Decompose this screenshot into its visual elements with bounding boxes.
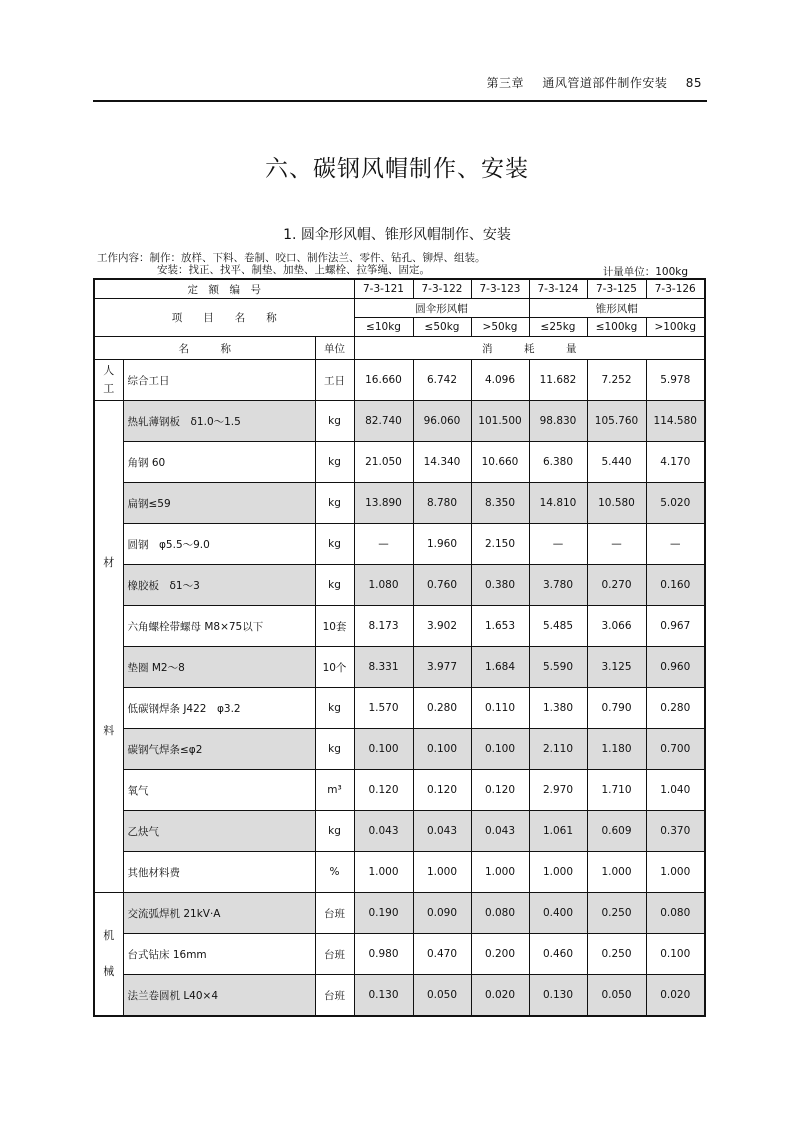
consumption-value: — bbox=[587, 524, 646, 565]
resource-name: 低碳钢焊条 J422 φ3.2 bbox=[123, 688, 315, 729]
consumption-value: 3.977 bbox=[413, 647, 471, 688]
consumption-value: 3.780 bbox=[529, 565, 587, 606]
consumption-value: 0.380 bbox=[471, 565, 529, 606]
chapter-label: 第三章 bbox=[486, 76, 525, 90]
table-row bbox=[94, 811, 705, 852]
consumption-value: 0.250 bbox=[587, 934, 646, 975]
consumption-value: 0.370 bbox=[646, 811, 705, 852]
consumption-value: 0.609 bbox=[587, 811, 646, 852]
consumption-value: 0.090 bbox=[413, 893, 471, 934]
consumption-value: 1.000 bbox=[646, 852, 705, 893]
resource-name: 热轧薄钢板 δ1.0～1.5 bbox=[123, 401, 315, 442]
consumption-value: 3.066 bbox=[587, 606, 646, 647]
consumption-value: 11.682 bbox=[529, 360, 587, 401]
quota-number-label: 定 额 编 号 bbox=[94, 279, 354, 299]
consumption-value: — bbox=[529, 524, 587, 565]
quota-table bbox=[93, 278, 706, 1017]
consumption-value: 1.570 bbox=[354, 688, 413, 729]
resource-unit: kg bbox=[315, 524, 354, 565]
resource-name: 橡胶板 δ1～3 bbox=[123, 565, 315, 606]
consumption-value: 0.190 bbox=[354, 893, 413, 934]
spec-cell: ≤100kg bbox=[587, 318, 646, 337]
column-name-header: 名 称 bbox=[94, 337, 315, 360]
consumption-value: 21.050 bbox=[354, 442, 413, 483]
consumption-value: 96.060 bbox=[413, 401, 471, 442]
consumption-value: 1.000 bbox=[471, 852, 529, 893]
consumption-value: 101.500 bbox=[471, 401, 529, 442]
table-row bbox=[94, 688, 705, 729]
category-labor bbox=[94, 360, 123, 401]
consumption-value: 6.742 bbox=[413, 360, 471, 401]
category-machine bbox=[94, 893, 123, 1017]
consumption-value: 14.810 bbox=[529, 483, 587, 524]
group-round-umbrella: 圆伞形风帽 bbox=[354, 299, 529, 318]
resource-name: 综合工日 bbox=[123, 360, 315, 401]
consumption-value: 82.740 bbox=[354, 401, 413, 442]
header-rule bbox=[93, 100, 707, 102]
consumption-value: 0.960 bbox=[646, 647, 705, 688]
consumption-value: 7.252 bbox=[587, 360, 646, 401]
work-content-line-1: 工作内容：制作：放样、下料、卷制、咬口、制作法兰、零件、钻孔、铆焊、组装。 bbox=[97, 252, 486, 264]
resource-unit: m³ bbox=[315, 770, 354, 811]
consumption-value: 105.760 bbox=[587, 401, 646, 442]
consumption-value: 1.710 bbox=[587, 770, 646, 811]
consumption-value: 0.100 bbox=[413, 729, 471, 770]
consumption-value: 0.280 bbox=[646, 688, 705, 729]
section-subtitle: 1. 圆伞形风帽、锥形风帽制作、安装 bbox=[283, 227, 511, 243]
resource-name: 台式钻床 16mm bbox=[123, 934, 315, 975]
resource-unit: 台班 bbox=[315, 934, 354, 975]
consumption-value: 0.790 bbox=[587, 688, 646, 729]
item-name-label: 项 目 名 称 bbox=[94, 299, 354, 337]
consumption-value: 2.970 bbox=[529, 770, 587, 811]
consumption-value: — bbox=[354, 524, 413, 565]
table-row bbox=[94, 852, 705, 893]
consumption-value: 5.440 bbox=[587, 442, 646, 483]
consumption-value: 8.173 bbox=[354, 606, 413, 647]
table-row bbox=[94, 524, 705, 565]
consumption-value: 16.660 bbox=[354, 360, 413, 401]
section-label: 通风管道部件制作安装 bbox=[542, 76, 668, 90]
spec-cell: ≤25kg bbox=[529, 318, 587, 337]
column-unit-header: 单位 bbox=[315, 337, 354, 360]
consumption-value: 0.280 bbox=[413, 688, 471, 729]
spec-cell: ≤50kg bbox=[413, 318, 471, 337]
table-row bbox=[94, 934, 705, 975]
consumption-value: 0.120 bbox=[471, 770, 529, 811]
resource-unit: kg bbox=[315, 688, 354, 729]
consumption-value: 98.830 bbox=[529, 401, 587, 442]
quota-code: 7-3-126 bbox=[646, 279, 705, 299]
resource-unit: % bbox=[315, 852, 354, 893]
resource-name: 其他材料费 bbox=[123, 852, 315, 893]
consumption-value: 1.000 bbox=[587, 852, 646, 893]
consumption-value: 8.331 bbox=[354, 647, 413, 688]
consumption-value: 0.130 bbox=[354, 975, 413, 1017]
consumption-value: 1.960 bbox=[413, 524, 471, 565]
consumption-value: 0.100 bbox=[471, 729, 529, 770]
consumption-value: 0.043 bbox=[471, 811, 529, 852]
group-cone: 锥形风帽 bbox=[529, 299, 705, 318]
page-title: 六、碳钢风帽制作、安装 bbox=[265, 156, 529, 182]
consumption-value: 10.660 bbox=[471, 442, 529, 483]
consumption-value: 0.080 bbox=[646, 893, 705, 934]
consumption-value: 5.485 bbox=[529, 606, 587, 647]
table-row bbox=[94, 770, 705, 811]
quota-code: 7-3-122 bbox=[413, 279, 471, 299]
consumption-value: 1.000 bbox=[529, 852, 587, 893]
consumption-value: 1.380 bbox=[529, 688, 587, 729]
consumption-value: 8.350 bbox=[471, 483, 529, 524]
consumption-value: 1.000 bbox=[354, 852, 413, 893]
category-material-char-2: 料 bbox=[103, 723, 115, 737]
resource-name: 法兰卷圆机 L40×4 bbox=[123, 975, 315, 1017]
quota-code: 7-3-124 bbox=[529, 279, 587, 299]
quota-code: 7-3-121 bbox=[354, 279, 413, 299]
table-row bbox=[94, 483, 705, 524]
resource-name: 交流弧焊机 21kV·A bbox=[123, 893, 315, 934]
consumption-value: 0.050 bbox=[587, 975, 646, 1017]
resource-unit: 10个 bbox=[315, 647, 354, 688]
column-consumption-header: 消 耗 量 bbox=[354, 337, 705, 360]
consumption-value: 4.096 bbox=[471, 360, 529, 401]
consumption-value: 0.050 bbox=[413, 975, 471, 1017]
consumption-value: 0.080 bbox=[471, 893, 529, 934]
consumption-value: 0.100 bbox=[646, 934, 705, 975]
table-row bbox=[94, 647, 705, 688]
resource-unit: kg bbox=[315, 442, 354, 483]
consumption-value: 0.470 bbox=[413, 934, 471, 975]
consumption-value: 2.110 bbox=[529, 729, 587, 770]
table-row bbox=[94, 360, 705, 401]
consumption-value: 5.590 bbox=[529, 647, 587, 688]
consumption-value: 8.780 bbox=[413, 483, 471, 524]
running-header bbox=[473, 74, 702, 91]
quota-code: 7-3-125 bbox=[587, 279, 646, 299]
category-labor-label: 人 工 bbox=[103, 364, 115, 395]
resource-unit: 10套 bbox=[315, 606, 354, 647]
quota-code: 7-3-123 bbox=[471, 279, 529, 299]
consumption-value: 0.130 bbox=[529, 975, 587, 1017]
consumption-value: 1.653 bbox=[471, 606, 529, 647]
category-machine-label: 机 械 bbox=[103, 929, 115, 978]
consumption-value: 5.020 bbox=[646, 483, 705, 524]
table-row bbox=[94, 606, 705, 647]
measurement-unit: 计量单位：100kg bbox=[602, 266, 688, 278]
consumption-value: 5.978 bbox=[646, 360, 705, 401]
consumption-value: 0.760 bbox=[413, 565, 471, 606]
consumption-value: 0.020 bbox=[471, 975, 529, 1017]
consumption-value: 3.125 bbox=[587, 647, 646, 688]
resource-name: 扁钢≤59 bbox=[123, 483, 315, 524]
consumption-value: 0.120 bbox=[354, 770, 413, 811]
consumption-value: 1.000 bbox=[413, 852, 471, 893]
table-row bbox=[94, 565, 705, 606]
consumption-value: 0.100 bbox=[354, 729, 413, 770]
resource-unit: kg bbox=[315, 729, 354, 770]
resource-unit: kg bbox=[315, 565, 354, 606]
resource-unit: 工日 bbox=[315, 360, 354, 401]
category-material-char-1: 材 bbox=[103, 555, 115, 569]
consumption-value: 3.902 bbox=[413, 606, 471, 647]
resource-name: 氧气 bbox=[123, 770, 315, 811]
spec-cell: >50kg bbox=[471, 318, 529, 337]
table-row bbox=[94, 401, 705, 442]
consumption-value: 0.120 bbox=[413, 770, 471, 811]
resource-unit: 台班 bbox=[315, 975, 354, 1017]
category-material bbox=[94, 401, 123, 893]
consumption-value: 1.180 bbox=[587, 729, 646, 770]
consumption-value: 0.160 bbox=[646, 565, 705, 606]
consumption-value: 1.061 bbox=[529, 811, 587, 852]
resource-unit: 台班 bbox=[315, 893, 354, 934]
resource-name: 碳钢气焊条≤φ2 bbox=[123, 729, 315, 770]
consumption-value: 0.043 bbox=[413, 811, 471, 852]
consumption-value: 0.250 bbox=[587, 893, 646, 934]
resource-name: 圆钢 φ5.5～9.0 bbox=[123, 524, 315, 565]
consumption-value: 13.890 bbox=[354, 483, 413, 524]
consumption-value: 10.580 bbox=[587, 483, 646, 524]
consumption-value: 0.110 bbox=[471, 688, 529, 729]
consumption-value: 0.400 bbox=[529, 893, 587, 934]
resource-name: 垫圈 M2～8 bbox=[123, 647, 315, 688]
consumption-value: 114.580 bbox=[646, 401, 705, 442]
table-row bbox=[94, 442, 705, 483]
consumption-value: 0.270 bbox=[587, 565, 646, 606]
consumption-value: 2.150 bbox=[471, 524, 529, 565]
spec-cell: ≤10kg bbox=[354, 318, 413, 337]
resource-unit: kg bbox=[315, 811, 354, 852]
consumption-value: 0.200 bbox=[471, 934, 529, 975]
consumption-value: 1.040 bbox=[646, 770, 705, 811]
table-row bbox=[94, 975, 705, 1017]
consumption-value: 6.380 bbox=[529, 442, 587, 483]
work-content-line-2: 安装：找正、找平、制垫、加垫、上螺栓、拉筝绳、固定。 bbox=[157, 264, 430, 276]
resource-unit: kg bbox=[315, 483, 354, 524]
consumption-value: 1.684 bbox=[471, 647, 529, 688]
consumption-value: 0.460 bbox=[529, 934, 587, 975]
resource-name: 乙炔气 bbox=[123, 811, 315, 852]
consumption-value: 1.080 bbox=[354, 565, 413, 606]
consumption-value: 0.700 bbox=[646, 729, 705, 770]
consumption-value: 4.170 bbox=[646, 442, 705, 483]
consumption-value: 0.043 bbox=[354, 811, 413, 852]
page-number: 85 bbox=[685, 76, 702, 90]
resource-name: 六角螺栓带螺母 M8×75以下 bbox=[123, 606, 315, 647]
table-row bbox=[94, 893, 705, 934]
consumption-value: 0.020 bbox=[646, 975, 705, 1017]
consumption-value: 0.967 bbox=[646, 606, 705, 647]
spec-cell: >100kg bbox=[646, 318, 705, 337]
resource-unit: kg bbox=[315, 401, 354, 442]
consumption-value: 14.340 bbox=[413, 442, 471, 483]
consumption-value: — bbox=[646, 524, 705, 565]
resource-name: 角钢 60 bbox=[123, 442, 315, 483]
consumption-value: 0.980 bbox=[354, 934, 413, 975]
table-row bbox=[94, 729, 705, 770]
